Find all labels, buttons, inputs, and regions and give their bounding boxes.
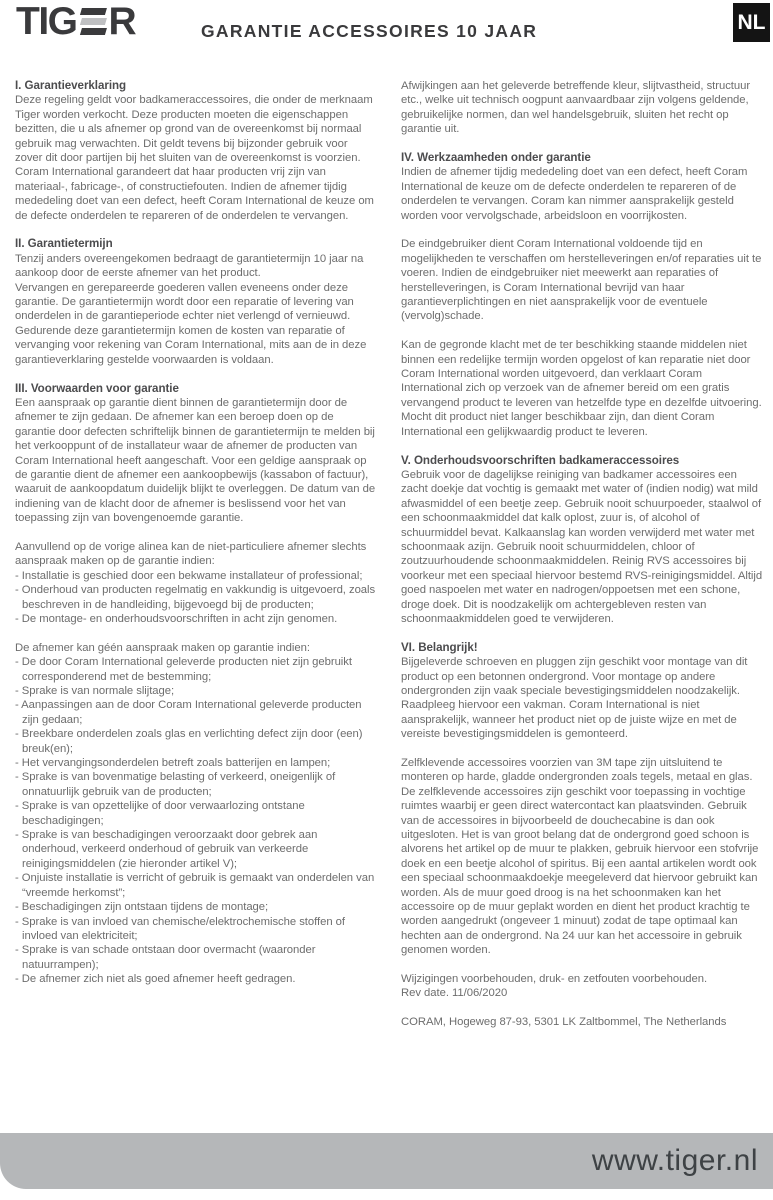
paragraph: Wijzigingen voorbehouden, druk- en zetfouten voorbehouden. — [401, 973, 708, 986]
list-item: - Installatie is geschied door een bekwame installateur of professional; — [15, 569, 363, 582]
paragraph-spacer — [401, 223, 763, 237]
paragraph-spacer — [401, 742, 763, 756]
paragraph-spacer — [401, 626, 763, 640]
paragraph: Gebruik voor de dagelijkse reiniging van badkamer accessoires een zacht doekje dat vochtig is gemaakt met water of (indien nodig) wat mild afwasmiddel of een beetje zeep. Gebruik nooit schuurpoeder, staalwol of een schoonmaakmiddel dat kalk oplost, zuur is, of alcohol of schuurmiddel bevat. Kalkaanslag kan worden verwijderd met water met schoonmaak azijn. Gebruik nooit schuurmiddelen, chloor of zoutzuurhoudende schoonmaakmiddelen. Reinig RVS accessoires bij voorkeur met een speciaal hiervoor bestemd RVS-reinigingsmiddel. Altijd goed naspoelen met water en nadrogen/oppoetsen met een schone, droge doek. Dit is noodzakelijk om achtergebleven resten van schoonmaakmiddelen goed te verwijderen. — [401, 468, 763, 625]
tiger-logo — [16, 2, 135, 41]
paragraph-spacer — [401, 137, 763, 151]
list-item: - Breekbare onderdelen zoals glas en verlichting defect zijn door (een) breuk(en); — [15, 728, 363, 755]
list-item: - Aanpassingen aan de door Coram International geleverde producten zijn gedaan; — [15, 699, 362, 726]
paragraph: Rev date. 11/06/2020 — [401, 987, 508, 1000]
logo-text-r: R — [108, 0, 136, 43]
paragraph-spacer — [15, 626, 377, 640]
paragraph: Kan de gegronde klacht met de ter beschikking staande middelen niet binnen een redelijke termijn worden opgelost of kan reparatie niet door Coram International worden uitgevoerd, dan verklaart Coram International zich op verzoek van de afnemer bereid om een gratis vervangend product te leveren van hetzelfde type en dezelfde uitvoering. Mocht dit product niet langer beschikbaar zijn, dan dient Coram International een gelijkwaardig product te leveren. — [401, 339, 762, 438]
section-heading: II. Garantietermijn — [15, 237, 113, 251]
paragraph-spacer — [401, 958, 763, 972]
paragraph: Indien de afnemer tijdig mededeling doet van een defect, heeft Coram International de keuze om de defecte onderdelen te repareren of de onderdelen te vervangen. Coram kan nimmer aansprakelijk gesteld worden voor vervolgschade, arbeidsloon en voorrijkosten. — [401, 166, 748, 222]
list-item: - Sprake is van opzettelijke of door verwaarlozing ontstane beschadigingen; — [15, 800, 305, 827]
list-item: - De montage- en onderhoudsvoorschriften in acht zijn genomen. — [15, 612, 338, 625]
right-column — [401, 79, 763, 1030]
paragraph-spacer — [15, 223, 377, 237]
paragraph-spacer — [401, 324, 763, 338]
paragraph: Tenzij anders overeengekomen bedraagt de garantietermijn 10 jaar na aankoop door de eerste afnemer van het product. — [15, 252, 364, 280]
logo-text-tig: TIG — [16, 0, 77, 43]
list-item: - Beschadigingen zijn ontstaan tijdens de montage; — [15, 901, 269, 914]
list-item: - Sprake is van bovenmatige belasting of verkeerd, oneigenlijk of onnatuurlijk gebruik van de producten; — [15, 771, 336, 798]
section-heading: III. Voorwaarden voor garantie — [15, 381, 179, 395]
paragraph: Deze regeling geldt voor badkameraccessoires, die onder de merknaam Tiger worden verkocht. Deze producten moeten die eigenschappen bezitten, die u als afnemer op grond van de overeenkomst bij normaal gebruik mag verwachten. Dit geldt tevens bij bijzonder gebruik voor zover dit door partijen bij het sluiten van de overeenkomst is voorzien. Coram International garandeert dat haar producten vrij zijn van materiaal-, fabricage-, of constructiefouten. Indien de afnemer tijdig mededeling doet van een defect, heeft Coram International de keuze om de defecte onderdelen te repareren of de onderdelen te vervangen. — [15, 94, 374, 222]
paragraph: Afwijkingen aan het geleverde betreffende kleur, slijtvastheid, structuur etc., welke uit technisch oogpunt aanvaardbaar zijn volgens geldende, gebruikelijke normen, dan wel handelsgebruik, sluiten het recht op garantie uit. — [401, 80, 751, 136]
list-item: - Onjuiste installatie is verricht of gebruik is gemaakt van onderdelen van “vreemde herkomst”; — [15, 872, 375, 899]
list-item: - De afnemer zich niet als goed afnemer heeft gedragen. — [15, 973, 296, 986]
list-item: - Sprake is van invloed van chemische/elektrochemische stoffen of invloed van elektriciteit; — [15, 915, 345, 942]
paragraph: CORAM, Hogeweg 87-93, 5301 LK Zaltbommel, The Netherlands — [401, 1016, 727, 1029]
list-item: - Sprake is van beschadigingen veroorzaakt door gebrek aan onderhoud, verkeerd onderhoud of gebruik van verkeerde reinigingsmiddelen (zie hieronder artikel V); — [15, 829, 318, 870]
website-url: www.tiger.nl — [591, 1144, 758, 1177]
paragraph: Zelfklevende accessoires voorzien van 3M tape zijn uitsluitend te monteren op harde, gladde ondergronden zoals tegels, metaal en glas. De zelfklevende accessoires zijn geschikt voor toepassing in vochtige ruimtes waarbij er geen direct watercontact kan plaatsvinden. Gebruik van de accessoires in bijvoorbeeld de douchecabine is dan ook uitgesloten. Het is van groot belang dat de ondergrond goed schoon is alvorens het artikel op de muur te plakken, gebruik hiervoor een stofvrije doek en een beetje alcohol of spiritus. Bij een aantal artikelen wordt ook een speciaal schoonmaakdoekje meegeleverd dat hiervoor gebruikt kan worden. Als de muur goed droog is na het schoonmaken kan het accessoire op de muur geplakt worden en dient het product krachtig te worden aangedrukt (ongeveer 1 minuut) zodat de tape optimaal kan hechten aan de ondergrond. Na 24 uur kan het accessoire in gebruik genomen worden. — [401, 757, 759, 957]
paragraph-spacer — [15, 526, 377, 540]
paragraph-spacer — [15, 367, 377, 381]
paragraph-spacer — [401, 1001, 763, 1015]
paragraph: Gedurende deze garantietermijn komen de kosten van reparatie of vervanging voor rekening van Coram International, mits aan de in deze garantieverklaring gestelde voorwaarden is voldaan. — [15, 324, 367, 366]
paragraph: De eindgebruiker dient Coram International voldoende tijd en mogelijkheden te verschaffen om herstelleveringen en/of reparaties uit te voeren. Indien de eindgebruiker niet meewerkt aan reparaties of herstelleveringen, is Coram International bevrijd van haar garantieverplichtingen en niet aansprakelijk voor de eventuele (vervolg)schade. — [401, 238, 762, 323]
paragraph: Een aanspraak op garantie dient binnen de garantietermijn door de afnemer te zijn gedaan. De afnemer kan een beroep doen op de garantie door defecten schriftelijk binnen de garantietermijn te melden bij het verkooppunt of de installateur waar de afnemer de producten van Coram International heeft aangeschaft. Voor een geldige aanspraak op de garantie dient de afnemer een aankoopbewijs (kassabon of factuur), waaruit de aankoopdatum duidelijk blijkt te overleggen. De datum van de indiening van de klacht door de afnemer is beslissend voor het van toepassing zijn van bovengenoemde garantie. — [15, 396, 376, 525]
paragraph-spacer — [401, 439, 763, 453]
list-item: - Sprake is van schade ontstaan door overmacht (waaronder natuurrampen); — [15, 944, 316, 971]
footer-bar — [0, 1133, 773, 1189]
section-heading: VI. Belangrijk! — [401, 640, 478, 654]
logo-stylized-e-icon — [81, 8, 106, 35]
document-body — [15, 79, 763, 1030]
paragraph: Aanvullend op de vorige alinea kan de niet-particuliere afnemer slechts aanspraak maken op de garantie indien: — [15, 540, 367, 568]
language-badge: NL — [733, 3, 770, 42]
list-item: - Sprake is van normale slijtage; — [15, 685, 175, 697]
left-column — [15, 79, 377, 1030]
list-item: - De door Coram International geleverde producten niet zijn gebruikt corresponderend met de bestemming; — [15, 656, 352, 683]
paragraph: Vervangen en gerepareerde goederen vallen eveneens onder deze garantie. De garantietermijn wordt door een reparatie of levering van onderdelen in de garantieperiode echter niet verlengd of vernieuwd. — [15, 281, 354, 323]
list-item: - Het vervangingsonderdelen betreft zoals batterijen en lampen; — [15, 757, 331, 770]
paragraph: De afnemer kan géén aanspraak maken op garantie indien: — [15, 641, 310, 654]
list-item: - Onderhoud van producten regelmatig en vakkundig is uitgevoerd, zoals beschreven in de handleiding, bijgevoegd bij de producten; — [15, 584, 376, 611]
section-heading: IV. Werkzaamheden onder garantie — [401, 151, 591, 165]
paragraph: Bijgeleverde schroeven en pluggen zijn geschikt voor montage van dit product op een betonnen ondergrond. Voor montage op andere ondergronden zijn vaak speciale bevestigingsmiddelen noodzakelijk. Raadpleeg hiervoor een vakman. Coram International is niet aansprakelijk, wanneer het product niet op de juiste wijze en met de vereiste bevestigingsmiddelen is gemonteerd. — [401, 656, 748, 741]
section-heading: V. Onderhoudsvoorschriften badkameraccessoires — [401, 453, 680, 467]
page-title: GARANTIE ACCESSOIRES 10 JAAR — [201, 21, 538, 41]
section-heading: I. Garantieverklaring — [15, 79, 127, 92]
